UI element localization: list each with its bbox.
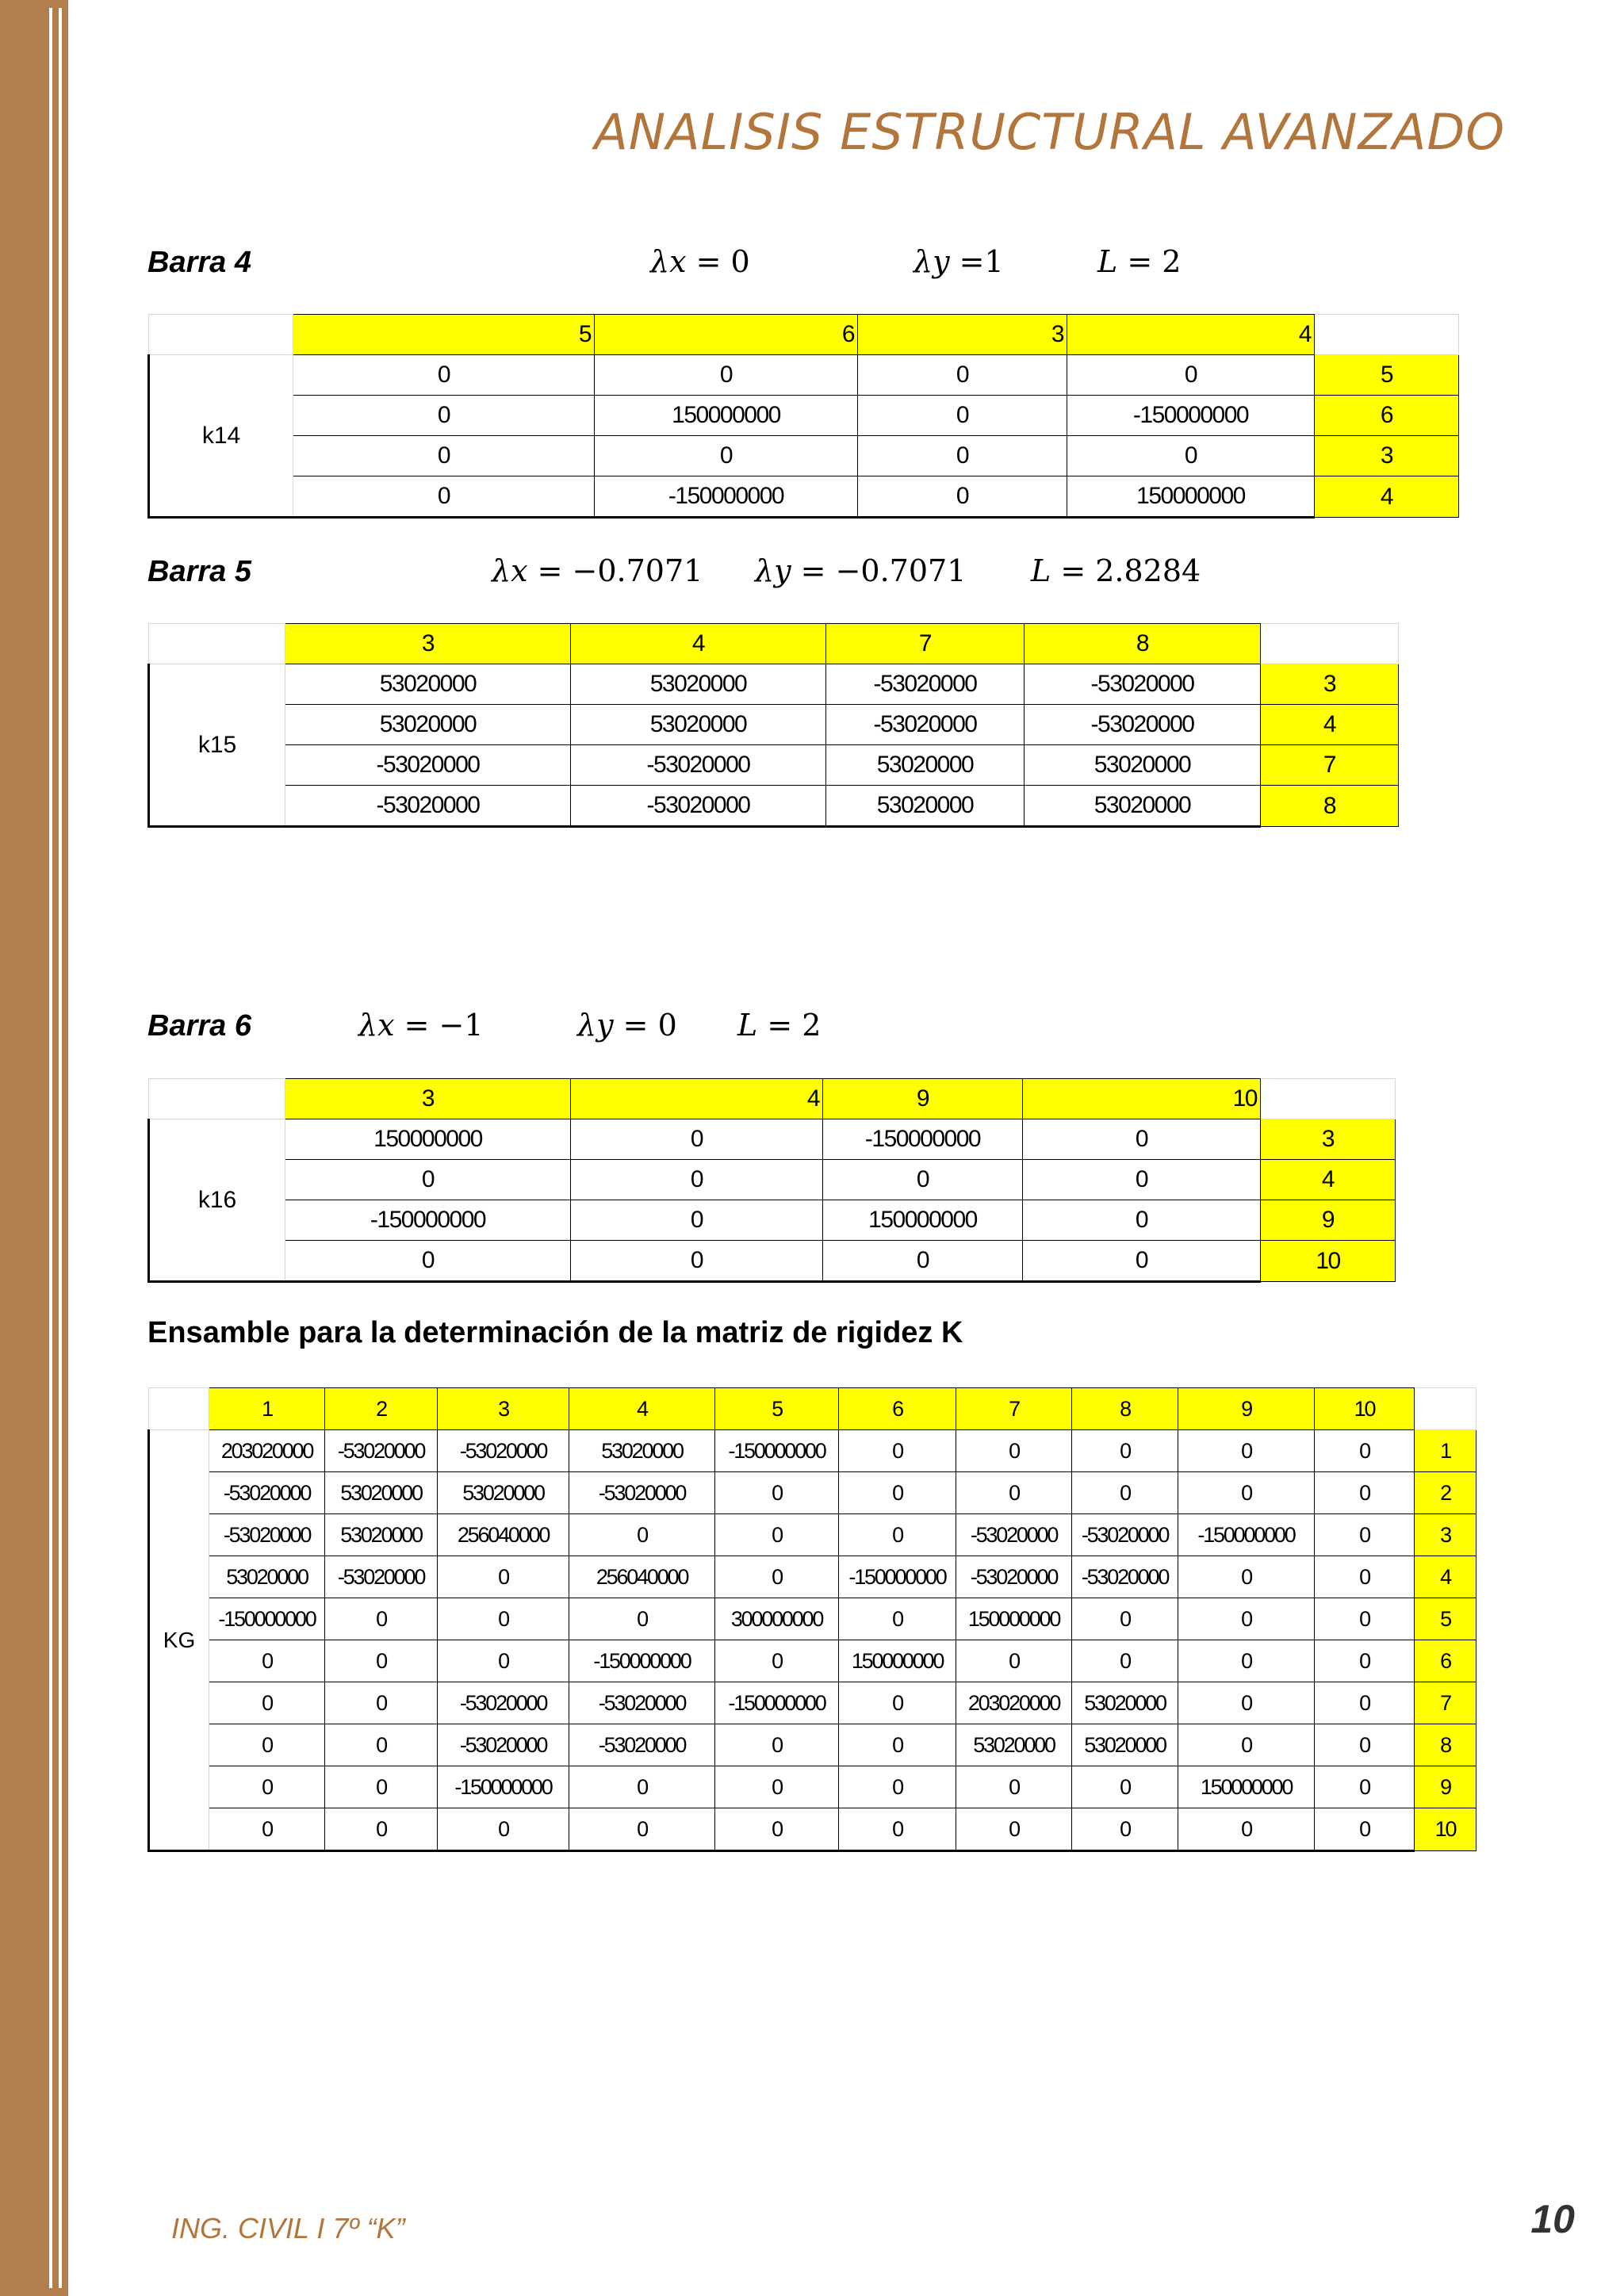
lambda-x-label: λx = xyxy=(650,244,722,279)
table-row xyxy=(149,476,1459,518)
column-header: 2 xyxy=(325,1388,438,1430)
matrix-cell: 0 xyxy=(209,1766,325,1808)
barra5-length xyxy=(1031,553,1201,588)
matrix-cell: 0 xyxy=(285,1241,571,1282)
k15-matrix xyxy=(147,623,1399,828)
matrix-cell: -53020000 xyxy=(438,1724,569,1766)
length-value: 2 xyxy=(802,1008,822,1043)
matrix-cell: -53020000 xyxy=(1025,664,1261,705)
barra5-lambda-x xyxy=(492,553,703,588)
matrix-cell: 0 xyxy=(1178,1640,1315,1682)
column-header: 5 xyxy=(715,1388,839,1430)
matrix-cell: -53020000 xyxy=(1072,1556,1178,1598)
corner-cell xyxy=(149,315,293,355)
matrix-cell: 0 xyxy=(1178,1682,1315,1724)
corner-cell xyxy=(149,1079,285,1119)
row-header: 4 xyxy=(1415,1556,1477,1598)
table-row xyxy=(149,1682,1477,1724)
page-title: ANALISIS ESTRUCTURAL AVANZADO xyxy=(594,103,1505,161)
matrix-cell: 0 xyxy=(1315,1514,1415,1556)
barra4-lambda-x xyxy=(650,244,750,279)
column-header: 4 xyxy=(1067,315,1315,355)
matrix-cell: 0 xyxy=(325,1682,438,1724)
page-number: 10 xyxy=(1530,2197,1575,2241)
matrix-cell: 203020000 xyxy=(956,1682,1072,1724)
matrix-cell: 0 xyxy=(209,1640,325,1682)
matrix-cell: 0 xyxy=(595,355,858,396)
matrix-cell: 0 xyxy=(1072,1598,1178,1640)
row-header: 5 xyxy=(1415,1598,1477,1640)
row-header: 6 xyxy=(1415,1640,1477,1682)
matrix-cell: 0 xyxy=(839,1598,956,1640)
matrix-cell: 0 xyxy=(1315,1598,1415,1640)
table-row xyxy=(149,664,1399,705)
matrix-cell: 0 xyxy=(325,1724,438,1766)
row-header: 3 xyxy=(1315,436,1459,476)
matrix-cell: 0 xyxy=(1315,1724,1415,1766)
row-header: 4 xyxy=(1261,705,1399,745)
matrix-cell: 0 xyxy=(438,1640,569,1682)
lambda-x-label: λx = xyxy=(492,553,563,588)
matrix-cell: 0 xyxy=(1072,1766,1178,1808)
matrix-cell: 0 xyxy=(1023,1200,1261,1241)
table-row xyxy=(149,355,1459,396)
row-header: 3 xyxy=(1261,1119,1396,1160)
table-row xyxy=(149,1598,1477,1640)
lambda-x-value: −1 xyxy=(439,1008,484,1043)
matrix-cell: -53020000 xyxy=(826,705,1025,745)
matrix-cell: 0 xyxy=(438,1556,569,1598)
matrix-cell: -53020000 xyxy=(209,1514,325,1556)
matrix-cell: 0 xyxy=(571,1241,823,1282)
table-row xyxy=(149,1119,1396,1160)
lambda-x-value: −0.7071 xyxy=(572,553,703,588)
matrix-cell: -53020000 xyxy=(1072,1514,1178,1556)
table-row xyxy=(149,1160,1396,1200)
footer-course: ING. CIVIL I 7º “K” xyxy=(171,2212,405,2244)
matrix-cell: 0 xyxy=(438,1598,569,1640)
matrix-cell: -150000000 xyxy=(438,1766,569,1808)
matrix-cell: 0 xyxy=(1023,1241,1261,1282)
matrix-cell: 0 xyxy=(839,1724,956,1766)
matrix-cell: 53020000 xyxy=(1072,1724,1178,1766)
matrix-cell: 0 xyxy=(715,1472,839,1514)
lambda-x-value: 0 xyxy=(730,244,750,279)
matrix-cell: -150000000 xyxy=(209,1598,325,1640)
matrix-cell: 0 xyxy=(858,396,1067,436)
lambda-y-label: λy = xyxy=(755,553,826,588)
matrix-cell: -53020000 xyxy=(569,1724,715,1766)
matrix-cell: -150000000 xyxy=(569,1640,715,1682)
matrix-cell: 0 xyxy=(595,436,858,476)
row-header: 3 xyxy=(1261,664,1399,705)
matrix-cell: 53020000 xyxy=(826,745,1025,786)
matrix-cell: 0 xyxy=(1178,1808,1315,1851)
column-header-row xyxy=(149,1388,1477,1430)
corner-cell xyxy=(1315,315,1459,355)
matrix-cell: -53020000 xyxy=(571,786,826,827)
column-header: 5 xyxy=(293,315,595,355)
corner-cell xyxy=(1261,1079,1396,1119)
matrix-cell: 150000000 xyxy=(839,1640,956,1682)
matrix-cell: 53020000 xyxy=(571,705,826,745)
matrix-cell: -53020000 xyxy=(826,664,1025,705)
row-header: 9 xyxy=(1261,1200,1396,1241)
row-header: 1 xyxy=(1415,1430,1477,1472)
matrix-cell: 0 xyxy=(839,1766,956,1808)
k14-matrix xyxy=(147,314,1459,519)
matrix-cell: 150000000 xyxy=(285,1119,571,1160)
matrix-cell: 0 xyxy=(715,1514,839,1556)
matrix-cell: 53020000 xyxy=(1025,786,1261,827)
matrix-cell: -53020000 xyxy=(285,786,571,827)
matrix-cell: 0 xyxy=(715,1556,839,1598)
matrix-cell: 150000000 xyxy=(595,396,858,436)
matrix-cell: 53020000 xyxy=(956,1724,1072,1766)
column-header: 7 xyxy=(826,624,1025,664)
row-header: 7 xyxy=(1261,745,1399,786)
matrix-cell: 0 xyxy=(293,396,595,436)
column-header-row xyxy=(149,624,1399,664)
matrix-cell: 53020000 xyxy=(1072,1682,1178,1724)
table-row xyxy=(149,1556,1477,1598)
table-row xyxy=(149,1430,1477,1472)
column-header: 8 xyxy=(1072,1388,1178,1430)
row-header: 4 xyxy=(1315,476,1459,518)
matrix-label: KG xyxy=(149,1430,209,1851)
barra5-title: Barra 5 xyxy=(147,555,251,588)
side-band-line xyxy=(59,8,62,2288)
matrix-cell: 150000000 xyxy=(1178,1766,1315,1808)
matrix-cell: 0 xyxy=(839,1430,956,1472)
column-header: 9 xyxy=(1178,1388,1315,1430)
matrix-cell: -150000000 xyxy=(715,1430,839,1472)
matrix-cell: -150000000 xyxy=(1178,1514,1315,1556)
matrix-cell: -150000000 xyxy=(285,1200,571,1241)
barra5-lambda-y xyxy=(755,553,966,588)
matrix-cell: -150000000 xyxy=(715,1682,839,1724)
matrix-cell: 0 xyxy=(438,1808,569,1851)
barra4-lambda-y xyxy=(914,244,1004,279)
matrix-cell: 0 xyxy=(1067,355,1315,396)
table-row xyxy=(149,786,1399,827)
table-row xyxy=(149,1766,1477,1808)
length-value: 2 xyxy=(1162,244,1182,279)
row-header: 6 xyxy=(1315,396,1459,436)
lambda-y-value: 1 xyxy=(984,244,1004,279)
column-header: 4 xyxy=(569,1388,715,1430)
matrix-cell: 0 xyxy=(325,1766,438,1808)
matrix-cell: 0 xyxy=(858,476,1067,518)
matrix-cell: 0 xyxy=(1315,1682,1415,1724)
matrix-cell: 0 xyxy=(1178,1556,1315,1598)
matrix-cell: 53020000 xyxy=(285,705,571,745)
matrix-cell: 0 xyxy=(1315,1640,1415,1682)
table-row xyxy=(149,396,1459,436)
matrix-cell: 0 xyxy=(1178,1472,1315,1514)
matrix-cell: 0 xyxy=(1315,1808,1415,1851)
column-header: 4 xyxy=(571,624,826,664)
barra6-title: Barra 6 xyxy=(147,1009,251,1043)
matrix-cell: 0 xyxy=(823,1160,1023,1200)
k16-matrix xyxy=(147,1078,1396,1283)
matrix-cell: 0 xyxy=(325,1808,438,1851)
matrix-cell: -53020000 xyxy=(438,1682,569,1724)
matrix-cell: 0 xyxy=(209,1682,325,1724)
column-header: 3 xyxy=(858,315,1067,355)
row-header: 8 xyxy=(1261,786,1399,827)
column-header: 6 xyxy=(839,1388,956,1430)
barra6-lambda-y xyxy=(577,1008,677,1043)
matrix-cell: 0 xyxy=(1315,1556,1415,1598)
matrix-cell: 0 xyxy=(293,355,595,396)
table-row xyxy=(149,1472,1477,1514)
table-row xyxy=(149,1808,1477,1851)
matrix-cell: 0 xyxy=(1072,1430,1178,1472)
matrix-cell: 0 xyxy=(839,1808,956,1851)
lambda-x-label: λx = xyxy=(358,1008,430,1043)
matrix-cell: 53020000 xyxy=(1025,745,1261,786)
matrix-cell: 0 xyxy=(715,1640,839,1682)
matrix-cell: -53020000 xyxy=(209,1472,325,1514)
ensamble-heading: Ensamble para la determinación de la matriz de rigidez K xyxy=(147,1316,963,1349)
matrix-cell: 53020000 xyxy=(438,1472,569,1514)
lambda-y-label: λy = xyxy=(914,244,985,279)
matrix-cell: 0 xyxy=(571,1160,823,1200)
corner-cell xyxy=(149,624,285,664)
matrix-cell: 0 xyxy=(1315,1472,1415,1514)
matrix-cell: 0 xyxy=(956,1472,1072,1514)
matrix-cell: 0 xyxy=(1315,1766,1415,1808)
matrix-cell: -53020000 xyxy=(571,745,826,786)
matrix-cell: 0 xyxy=(956,1766,1072,1808)
matrix-cell: -53020000 xyxy=(956,1556,1072,1598)
matrix-cell: 0 xyxy=(839,1514,956,1556)
matrix-label: k14 xyxy=(149,355,293,518)
matrix-cell: 150000000 xyxy=(1067,476,1315,518)
column-header: 1 xyxy=(209,1388,325,1430)
matrix-cell: 0 xyxy=(715,1808,839,1851)
matrix-label: k16 xyxy=(149,1119,285,1282)
barra4-length xyxy=(1097,244,1181,279)
matrix-cell: 0 xyxy=(839,1682,956,1724)
length-label: L = xyxy=(1097,244,1153,279)
table-row xyxy=(149,705,1399,745)
matrix-cell: 0 xyxy=(1072,1472,1178,1514)
row-header: 3 xyxy=(1415,1514,1477,1556)
column-header: 4 xyxy=(571,1079,823,1119)
length-label: L = xyxy=(1031,553,1086,588)
matrix-cell: -150000000 xyxy=(839,1556,956,1598)
matrix-cell: 0 xyxy=(325,1598,438,1640)
matrix-cell: -53020000 xyxy=(438,1430,569,1472)
corner-cell xyxy=(1261,624,1399,664)
row-header: 8 xyxy=(1415,1724,1477,1766)
matrix-cell: 0 xyxy=(569,1514,715,1556)
matrix-cell: 0 xyxy=(325,1640,438,1682)
matrix-cell: 256040000 xyxy=(438,1514,569,1556)
matrix-cell: 0 xyxy=(293,436,595,476)
matrix-label: k15 xyxy=(149,664,285,827)
matrix-cell: -150000000 xyxy=(1067,396,1315,436)
matrix-cell: 0 xyxy=(715,1724,839,1766)
barra6-length xyxy=(737,1008,821,1043)
table-row xyxy=(149,745,1399,786)
row-header: 10 xyxy=(1415,1808,1477,1851)
matrix-cell: 150000000 xyxy=(823,1200,1023,1241)
matrix-cell: 0 xyxy=(293,476,595,518)
matrix-cell: 0 xyxy=(858,355,1067,396)
length-label: L = xyxy=(737,1008,793,1043)
matrix-cell: 53020000 xyxy=(569,1430,715,1472)
matrix-cell: 150000000 xyxy=(956,1598,1072,1640)
kg-matrix xyxy=(147,1387,1477,1852)
column-header: 9 xyxy=(823,1079,1023,1119)
column-header: 8 xyxy=(1025,624,1261,664)
table-row xyxy=(149,1514,1477,1556)
matrix-cell: 0 xyxy=(823,1241,1023,1282)
matrix-cell: 203020000 xyxy=(209,1430,325,1472)
matrix-cell: 0 xyxy=(1178,1724,1315,1766)
matrix-cell: 0 xyxy=(1315,1430,1415,1472)
matrix-cell: 53020000 xyxy=(571,664,826,705)
row-header: 7 xyxy=(1415,1682,1477,1724)
column-header-row xyxy=(149,1079,1396,1119)
corner-cell xyxy=(149,1388,209,1430)
column-header-row xyxy=(149,315,1459,355)
matrix-cell: -53020000 xyxy=(569,1472,715,1514)
matrix-cell: 0 xyxy=(956,1430,1072,1472)
row-header: 10 xyxy=(1261,1241,1396,1282)
matrix-cell: 0 xyxy=(956,1640,1072,1682)
matrix-cell: -53020000 xyxy=(1025,705,1261,745)
matrix-cell: 0 xyxy=(1072,1640,1178,1682)
matrix-cell: 0 xyxy=(1178,1430,1315,1472)
matrix-cell: 256040000 xyxy=(569,1556,715,1598)
matrix-cell: -53020000 xyxy=(285,745,571,786)
matrix-cell: 53020000 xyxy=(209,1556,325,1598)
matrix-cell: 53020000 xyxy=(325,1472,438,1514)
lambda-y-value: −0.7071 xyxy=(835,553,967,588)
table-row xyxy=(149,1241,1396,1282)
table-row xyxy=(149,1724,1477,1766)
table-row xyxy=(149,1640,1477,1682)
matrix-cell: 0 xyxy=(209,1724,325,1766)
matrix-cell: -150000000 xyxy=(823,1119,1023,1160)
matrix-cell: 0 xyxy=(1023,1160,1261,1200)
matrix-cell: 0 xyxy=(571,1119,823,1160)
matrix-cell: 0 xyxy=(1178,1598,1315,1640)
column-header: 7 xyxy=(956,1388,1072,1430)
matrix-cell: -150000000 xyxy=(595,476,858,518)
barra4-title: Barra 4 xyxy=(147,246,251,279)
matrix-cell: -53020000 xyxy=(325,1556,438,1598)
matrix-cell: 0 xyxy=(715,1766,839,1808)
matrix-cell: 0 xyxy=(569,1598,715,1640)
matrix-cell: 0 xyxy=(839,1472,956,1514)
table-row xyxy=(149,436,1459,476)
barra6-lambda-x xyxy=(358,1008,484,1043)
row-header: 4 xyxy=(1261,1160,1396,1200)
matrix-cell: 0 xyxy=(956,1808,1072,1851)
column-header: 3 xyxy=(285,624,571,664)
matrix-cell: 0 xyxy=(569,1808,715,1851)
matrix-cell: 53020000 xyxy=(826,786,1025,827)
matrix-cell: -53020000 xyxy=(956,1514,1072,1556)
matrix-cell: -53020000 xyxy=(569,1682,715,1724)
matrix-cell: 0 xyxy=(1072,1808,1178,1851)
matrix-cell: 53020000 xyxy=(285,664,571,705)
matrix-cell: 0 xyxy=(571,1200,823,1241)
row-header: 2 xyxy=(1415,1472,1477,1514)
matrix-cell: 0 xyxy=(858,436,1067,476)
matrix-cell: 0 xyxy=(569,1766,715,1808)
row-header: 5 xyxy=(1315,355,1459,396)
matrix-cell: 300000000 xyxy=(715,1598,839,1640)
matrix-cell: 0 xyxy=(209,1808,325,1851)
column-header: 3 xyxy=(438,1388,569,1430)
column-header: 10 xyxy=(1023,1079,1261,1119)
matrix-cell: -53020000 xyxy=(325,1430,438,1472)
length-value: 2.8284 xyxy=(1095,553,1201,588)
column-header: 3 xyxy=(285,1079,571,1119)
column-header: 6 xyxy=(595,315,858,355)
matrix-cell: 0 xyxy=(285,1160,571,1200)
lambda-y-value: 0 xyxy=(657,1008,677,1043)
side-band-line xyxy=(49,8,52,2288)
matrix-cell: 53020000 xyxy=(325,1514,438,1556)
matrix-cell: 0 xyxy=(1067,436,1315,476)
column-header: 10 xyxy=(1315,1388,1415,1430)
table-row xyxy=(149,1200,1396,1241)
matrix-cell: 0 xyxy=(1023,1119,1261,1160)
row-header: 9 xyxy=(1415,1766,1477,1808)
lambda-y-label: λy = xyxy=(577,1008,649,1043)
corner-cell xyxy=(1415,1388,1477,1430)
